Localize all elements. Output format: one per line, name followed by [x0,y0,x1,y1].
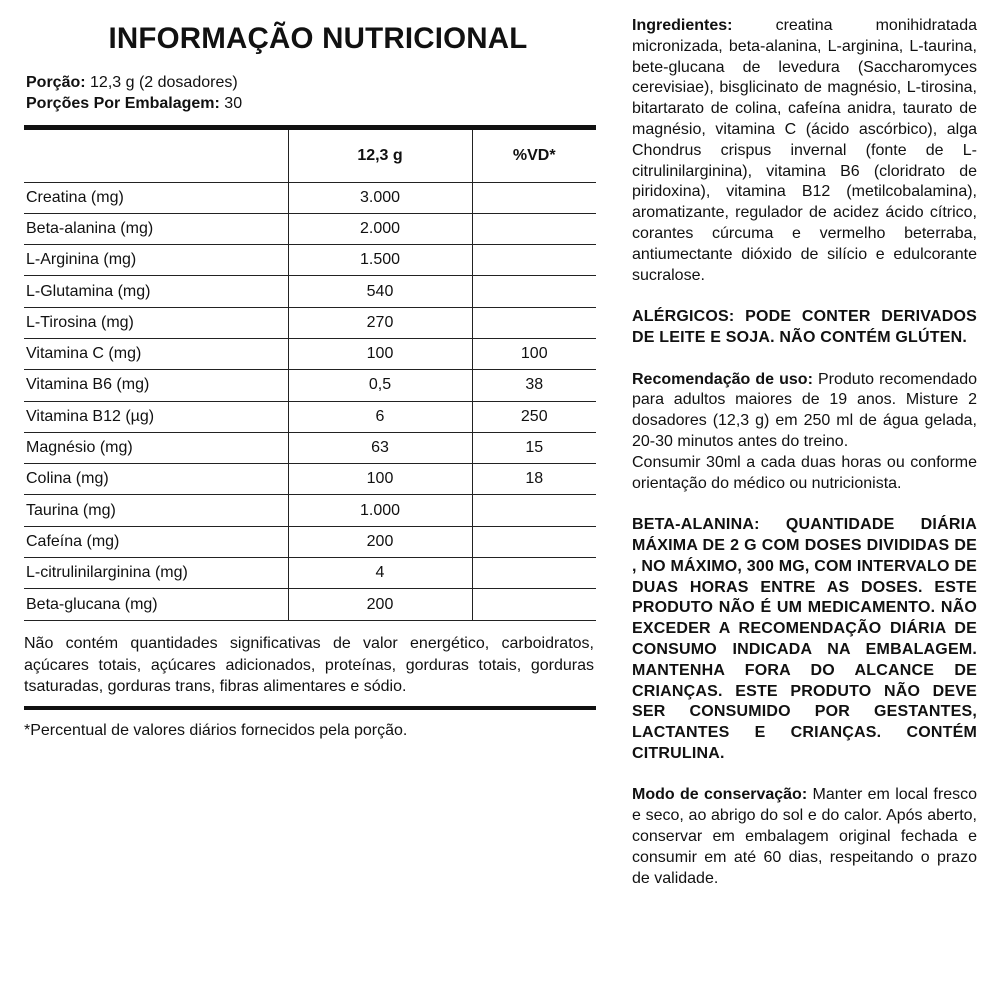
nutrient-vd [472,276,596,307]
nutrient-amount: 540 [288,276,472,307]
table-header-row [24,130,596,182]
nutrient-name: L-Glutamina (mg) [24,276,288,307]
nutrient-name: Creatina (mg) [24,182,288,213]
nutrient-name: Magnésio (mg) [24,432,288,463]
nutrient-vd: 38 [472,370,596,401]
nutrient-name: L-Arginina (mg) [24,245,288,276]
storage-label: Modo de conservação: [632,786,808,804]
storage-text: Manter em local fresco e seco, ao abrigo do sol e do calor. Após aberto, conservar em embalagem original fechada e consumir em até 60 dias, respeitando o prazo de validade. [632,786,977,887]
nutrient-name: Taurina (mg) [24,495,288,526]
nutrient-vd: 15 [472,432,596,463]
nutrient-amount: 63 [288,432,472,463]
table-row [24,245,596,276]
table-row [24,464,596,495]
table-row [24,526,596,557]
nutrient-amount: 200 [288,589,472,620]
per-pack-value: 30 [219,95,243,112]
portion-label: Porção: [26,74,86,91]
nutrient-vd [472,213,596,244]
recommendation-text-2: Consumir 30ml a cada duas horas ou conforme orientação do médico ou nutricionista. [632,453,977,492]
ingredients-paragraph [632,16,977,286]
nutrient-vd: 18 [472,464,596,495]
nutrient-vd [472,526,596,557]
info-column [632,16,977,910]
nutrient-amount: 200 [288,526,472,557]
per-pack-line [26,93,596,114]
vd-footnote: *Percentual de valores diários fornecidos pela porção. [24,721,408,739]
table-row [24,370,596,401]
warning-paragraph: BETA-ALANINA: QUANTIDADE DIÁRIA MÁXIMA DE 2 G COM DOSES DIVIDIDAS DE , NO MÁXIMO, 300 MG, COM INTERVALO DE DUAS HORAS ENTRE AS DOSES. ESTE PRODUTO NÃO É UM MEDICAMENTO. NÃO EXCEDER A RECOMENDAÇÃO DIÁRIA DE CONSUMO INDICADA NA EMBALAGEM. MANTENHA FORA DO ALCANCE DE CRIANÇAS. ESTE PRODUTO NÃO DEVE SER CONSUMIDO POR GESTANTES, LACTANTES E CRIANÇAS. CONTÉM CITRULINA. [632,516,977,762]
nutrient-name: Beta-glucana (mg) [26,595,158,613]
nutrient-name: Vitamina B12 (µg) [24,401,288,432]
nutrient-amount: 1.500 [288,245,472,276]
table-row [24,432,596,463]
nutrient-amount: 0,5 [288,370,472,401]
table-row [24,213,596,244]
table-row [24,276,596,307]
header-cell-amount: 12,3 g [288,130,472,182]
table-bottom-divider [24,620,596,621]
table-row [24,307,596,338]
nutrient-amount: 4 [288,558,472,589]
header-cell-vd: %VD* [472,130,596,182]
recommendation-paragraph [632,370,977,495]
portion-value: 12,3 g (2 dosadores) [85,74,238,91]
nutrition-table [24,130,596,620]
recommendation-label: Recomendação de uso: [632,370,813,388]
nutrient-amount: 2.000 [288,213,472,244]
allergens-paragraph: ALÉRGICOS: PODE CONTER DERIVADOS DE LEITE E SOJA. NÃO CONTÉM GLÚTEN. [632,308,977,346]
nutrient-vd: 250 [472,401,596,432]
nutrient-vd: 100 [472,338,596,369]
panel-title: INFORMAÇÃO NUTRICIONAL [108,22,528,55]
nutrient-name: L-citrulinilarginina (mg) [24,558,288,589]
nutrient-amount: 3.000 [288,182,472,213]
table-row [24,589,596,620]
nutrient-vd [472,245,596,276]
table-row [24,338,596,369]
portion-line [26,72,596,93]
nutrition-panel [24,18,596,741]
recommendation-text: Produto recomendado para adultos maiores de 19 anos. Misture 2 dosadores (12,3 g) em 250 ml de água gelada, 20-30 minutos antes do treino. [632,370,977,450]
nutrient-amount: 100 [288,338,472,369]
nutrient-vd [472,495,596,526]
nutrient-amount: 6 [288,401,472,432]
per-pack-label: Porções Por Embalagem: [26,95,220,112]
header-cell-name [24,130,288,182]
nutrient-vd [472,307,596,338]
ingredients-text: creatina monihidratada micronizada, beta-alanina, L-arginina, L-taurina, bete-glucana de levedura (Saccharomyces cerevisiae), bisglicinato de magnésio, L-tirosina, bitartarato de colina, cafeína anidra, taurato de magnésio, vitamina C (ácido ascórbico), alga Chondrus crispus invernal (fonte de L-citrulinilarginina), vitamina B6 (cloridrato de piridoxina), vitamina B12 (metilcobalamina), aromatizante, regulador de acidez ácido cítrico, corantes cúrcuma e vermelho beterraba, antiumectante dióxido de silício e edulcorante sucralose. [632,17,977,284]
table-row [24,182,596,213]
nutrient-amount: 100 [288,464,472,495]
nutrient-name: Cafeína (mg) [24,526,288,557]
nutrient-name: Beta-alanina (mg) [24,213,288,244]
nutrient-name: L-Tirosina (mg) [24,307,288,338]
table-row [24,401,596,432]
nutrient-name: Colina (mg) [24,464,288,495]
storage-paragraph [632,785,977,889]
nutrient-amount: 1.000 [288,495,472,526]
table-row [24,558,596,589]
nutrient-name: Vitamina C (mg) [24,338,288,369]
nutrient-vd [472,558,596,589]
nutrient-vd [472,589,596,620]
nutrient-amount: 270 [288,307,472,338]
not-significant-note: Não contém quantidades significativas de valor energético, carboidratos, açúcares totais, açúcares adicionados, proteínas, gorduras totais, gorduras tsaturadas, gorduras trans, fibras alimentares e sódio. [24,635,594,696]
ingredients-label: Ingredientes: [632,17,733,34]
table-row [24,495,596,526]
serving-info [26,72,596,114]
bottom-divider [24,706,596,710]
nutrient-vd [472,182,596,213]
nutrient-name: Vitamina B6 (mg) [24,370,288,401]
